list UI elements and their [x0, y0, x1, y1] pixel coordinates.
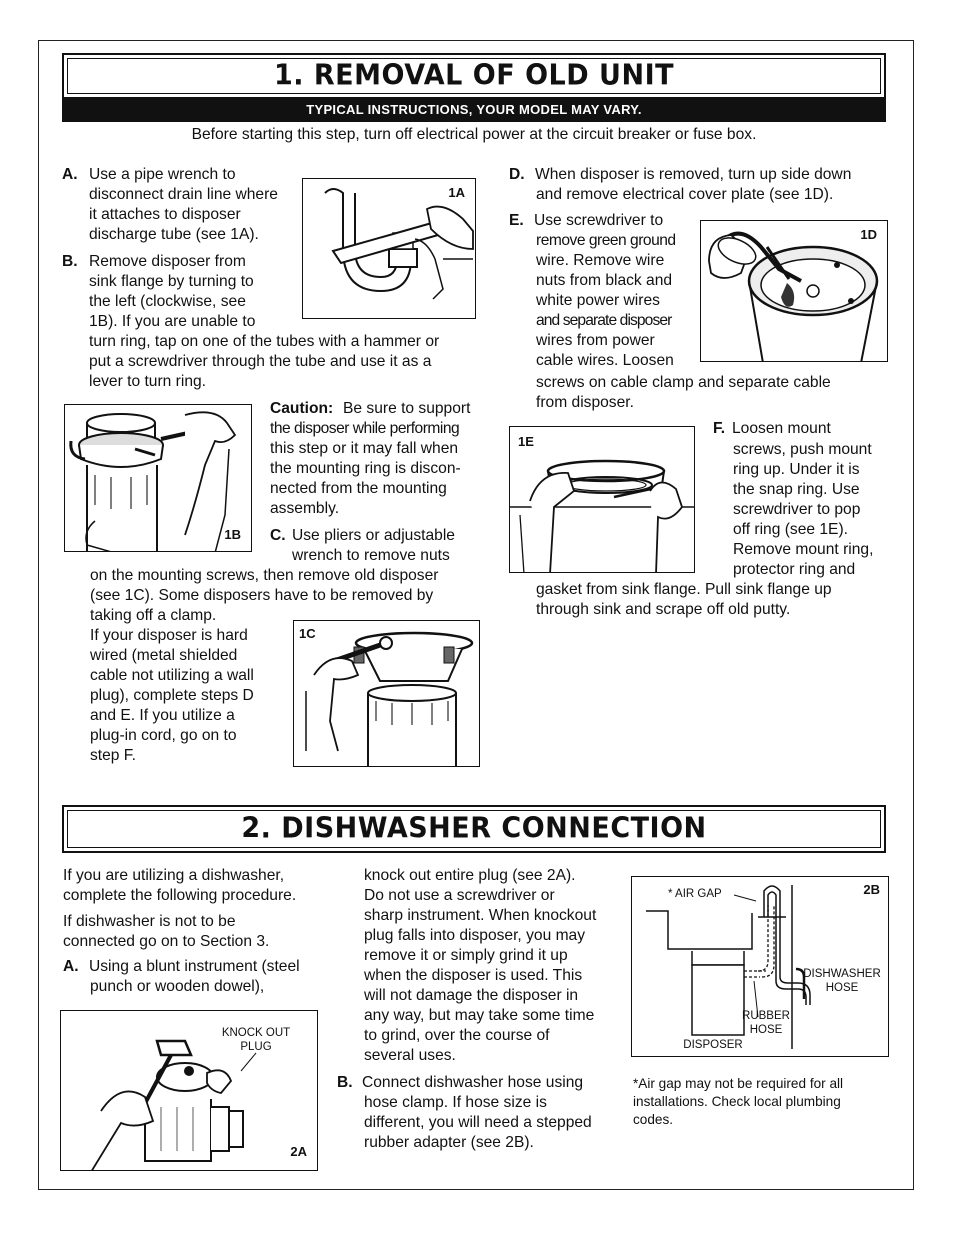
step-e-line: screws on cable clamp and separate cable	[536, 374, 831, 391]
step-a-line: disconnect drain line where	[89, 186, 278, 203]
section2-step-a-line: plug falls into disposer, you may	[364, 927, 586, 944]
section2-step-a-line: Using a blunt instrument (steel	[89, 958, 300, 975]
section2-intro-line: If you are utilizing a dishwasher,	[63, 867, 285, 884]
step-c-line: taking off a clamp.	[90, 607, 217, 624]
section2-step-a-line: Do not use a screwdriver or	[364, 887, 555, 904]
figure-1d	[700, 220, 888, 362]
step-c-line: step F.	[90, 747, 136, 764]
caution-line: assembly.	[270, 500, 340, 517]
step-d-letter: D.	[509, 166, 525, 183]
section1-header	[62, 53, 886, 99]
section2-step-b-line: hose clamp. If hose size is	[364, 1094, 547, 1111]
step-c-line: plug-in cord, go on to	[90, 727, 237, 744]
step-a-line: discharge tube (see 1A).	[89, 226, 259, 243]
rubber-hose-label: RUBBER HOSE	[742, 1010, 790, 1036]
step-d-line: When disposer is removed, turn up side down	[535, 166, 852, 183]
step-e-line: Use screwdriver to	[534, 212, 664, 229]
step-b-line: put a screwdriver through the tube and use it as a	[89, 353, 432, 370]
step-b-line: Remove disposer from	[89, 253, 246, 270]
step-e-line: from disposer.	[536, 394, 634, 411]
figure-1e	[509, 426, 695, 573]
figure-1c-label: 1C	[299, 626, 316, 641]
air-gap-label: * AIR GAP	[668, 888, 722, 900]
step-b-line: the left (clockwise, see	[89, 293, 246, 310]
step-e-letter: E.	[509, 212, 524, 229]
section2-intro-line: If dishwasher is not to be	[63, 913, 236, 930]
section1-title: 1. REMOVAL OF OLD UNIT	[273, 59, 675, 92]
figure-1a-label: 1A	[448, 185, 465, 200]
section2-step-a-line: when the disposer is used. This	[364, 967, 583, 984]
step-a-line: it attaches to disposer	[89, 206, 241, 223]
step-e-line: white power wires	[536, 292, 660, 309]
air-gap-note-line: installations. Check local plumbing	[633, 1094, 841, 1109]
step-c-line: If your disposer is hard	[90, 627, 248, 644]
section2-step-a-letter: A.	[63, 958, 79, 975]
step-e-line: wires from power	[536, 332, 655, 349]
section2-step-a-line: several uses.	[364, 1047, 456, 1064]
caution-line: the disposer while performing	[270, 420, 460, 437]
figure-2b	[631, 876, 889, 1057]
figure-2a-label: 2A	[290, 1143, 307, 1159]
step-c-line: wired (metal shielded	[90, 647, 238, 664]
step-a-letter: A.	[62, 166, 78, 183]
step-f-line: off ring (see 1E).	[733, 521, 848, 538]
step-c-line: plug), complete steps D	[90, 687, 254, 704]
disposer-label: DISPOSER	[683, 1039, 743, 1051]
section2-intro-line: connected go on to Section 3.	[63, 933, 270, 950]
step-c-letter: C.	[270, 527, 286, 544]
step-f-line: protector ring and	[733, 561, 856, 578]
step-f-line: screwdriver to pop	[733, 501, 861, 518]
step-d-line: and remove electrical cover plate (see 1D).	[536, 186, 834, 203]
section1-subtitle: TYPICAL INSTRUCTIONS, YOUR MODEL MAY VARY.	[306, 101, 642, 117]
dishwasher-hose-label: DISHWASHER HOSE	[803, 968, 881, 994]
caution-line: this step or it may fall when	[270, 440, 459, 457]
section2-step-a-line: knock out entire plug (see 2A).	[364, 867, 576, 884]
snap-ring-illustration	[510, 427, 695, 573]
step-e-line: nuts from black and	[536, 272, 673, 289]
air-gap-note-line: *Air gap may not be required for all	[633, 1076, 844, 1091]
step-c-line: Use pliers or adjustable	[292, 527, 455, 544]
figure-1b	[64, 404, 252, 552]
step-f-line: gasket from sink flange. Pull sink flange up	[536, 581, 832, 598]
step-f-letter: F.	[713, 420, 726, 437]
section2-step-a-line: remove it or simply grind it up	[364, 947, 568, 964]
section2-step-b-letter: B.	[337, 1074, 353, 1091]
figure-1d-label: 1D	[860, 227, 877, 242]
step-e-line: wire. Remove wire	[536, 252, 665, 269]
figure-1c	[293, 620, 480, 767]
section2-title: 2. DISHWASHER CONNECTION	[241, 812, 707, 845]
step-c-line: on the mounting screws, then remove old disposer	[90, 567, 439, 584]
caution-label: Caution:	[270, 400, 334, 417]
figure-1b-label: 1B	[224, 526, 241, 542]
section2-intro-line: complete the following procedure.	[63, 887, 297, 904]
step-e-line: cable wires. Loosen	[536, 352, 674, 369]
step-f-line: Loosen mount	[732, 420, 831, 437]
section2-step-a-line: any way, but may take some time	[364, 1007, 595, 1024]
step-b-line: 1B). If you are unable to	[89, 313, 256, 330]
step-f-line: Remove mount ring,	[733, 541, 874, 558]
step-e-line: and separate disposer	[536, 312, 672, 329]
section2-header	[62, 805, 886, 853]
caution-line: nected from the mounting	[270, 480, 447, 497]
step-c-line: cable not utilizing a wall	[90, 667, 254, 684]
step-c-line: and E. If you utilize a	[90, 707, 235, 724]
section1-subtitle-bar	[62, 98, 886, 122]
air-gap-note-line: codes.	[633, 1112, 674, 1127]
step-c-line: (see 1C). Some disposers have to be removed by	[90, 587, 434, 604]
step-b-letter: B.	[62, 253, 78, 270]
section2-step-a-line: will not damage the disposer in	[364, 987, 579, 1004]
step-b-line: turn ring, tap on one of the tubes with a hammer or	[89, 333, 440, 350]
step-f-line: the snap ring. Use	[733, 481, 860, 498]
step-e-line: remove green ground	[536, 232, 676, 249]
section2-step-a-line: to grind, over the course of	[364, 1027, 550, 1044]
figure-1a	[302, 178, 476, 319]
caution-line: Be sure to support	[343, 400, 471, 417]
caution-line: the mounting ring is discon-	[270, 460, 461, 477]
step-c-line: wrench to remove nuts	[292, 547, 450, 564]
step-b-line: lever to turn ring.	[89, 373, 207, 390]
figure-1e-label: 1E	[518, 434, 534, 449]
step-f-line: through sink and scrape off old putty.	[536, 601, 791, 618]
section1-intro: Before starting this step, turn off electrical power at the circuit breaker or fuse box.	[191, 126, 757, 143]
step-a-line: Use a pipe wrench to	[89, 166, 236, 183]
step-f-line: screws, push mount	[733, 441, 872, 458]
section2-step-b-line: Connect dishwasher hose using	[362, 1074, 584, 1091]
knockout-plug-label: KNOCK OUT PLUG	[221, 1027, 291, 1053]
step-f-line: ring up. Under it is	[733, 461, 860, 478]
section2-step-a-line: punch or wooden dowel),	[90, 978, 265, 995]
section2-step-b-line: different, you will need a stepped	[364, 1114, 592, 1131]
section2-step-a-line: sharp instrument. When knockout	[364, 907, 597, 924]
wrench-mounting-nuts-illustration	[294, 621, 480, 767]
step-b-line: sink flange by turning to	[89, 273, 254, 290]
figure-2b-label: 2B	[863, 882, 880, 897]
figure-2a	[60, 1010, 318, 1171]
section2-step-b-line: rubber adapter (see 2B).	[364, 1134, 534, 1151]
